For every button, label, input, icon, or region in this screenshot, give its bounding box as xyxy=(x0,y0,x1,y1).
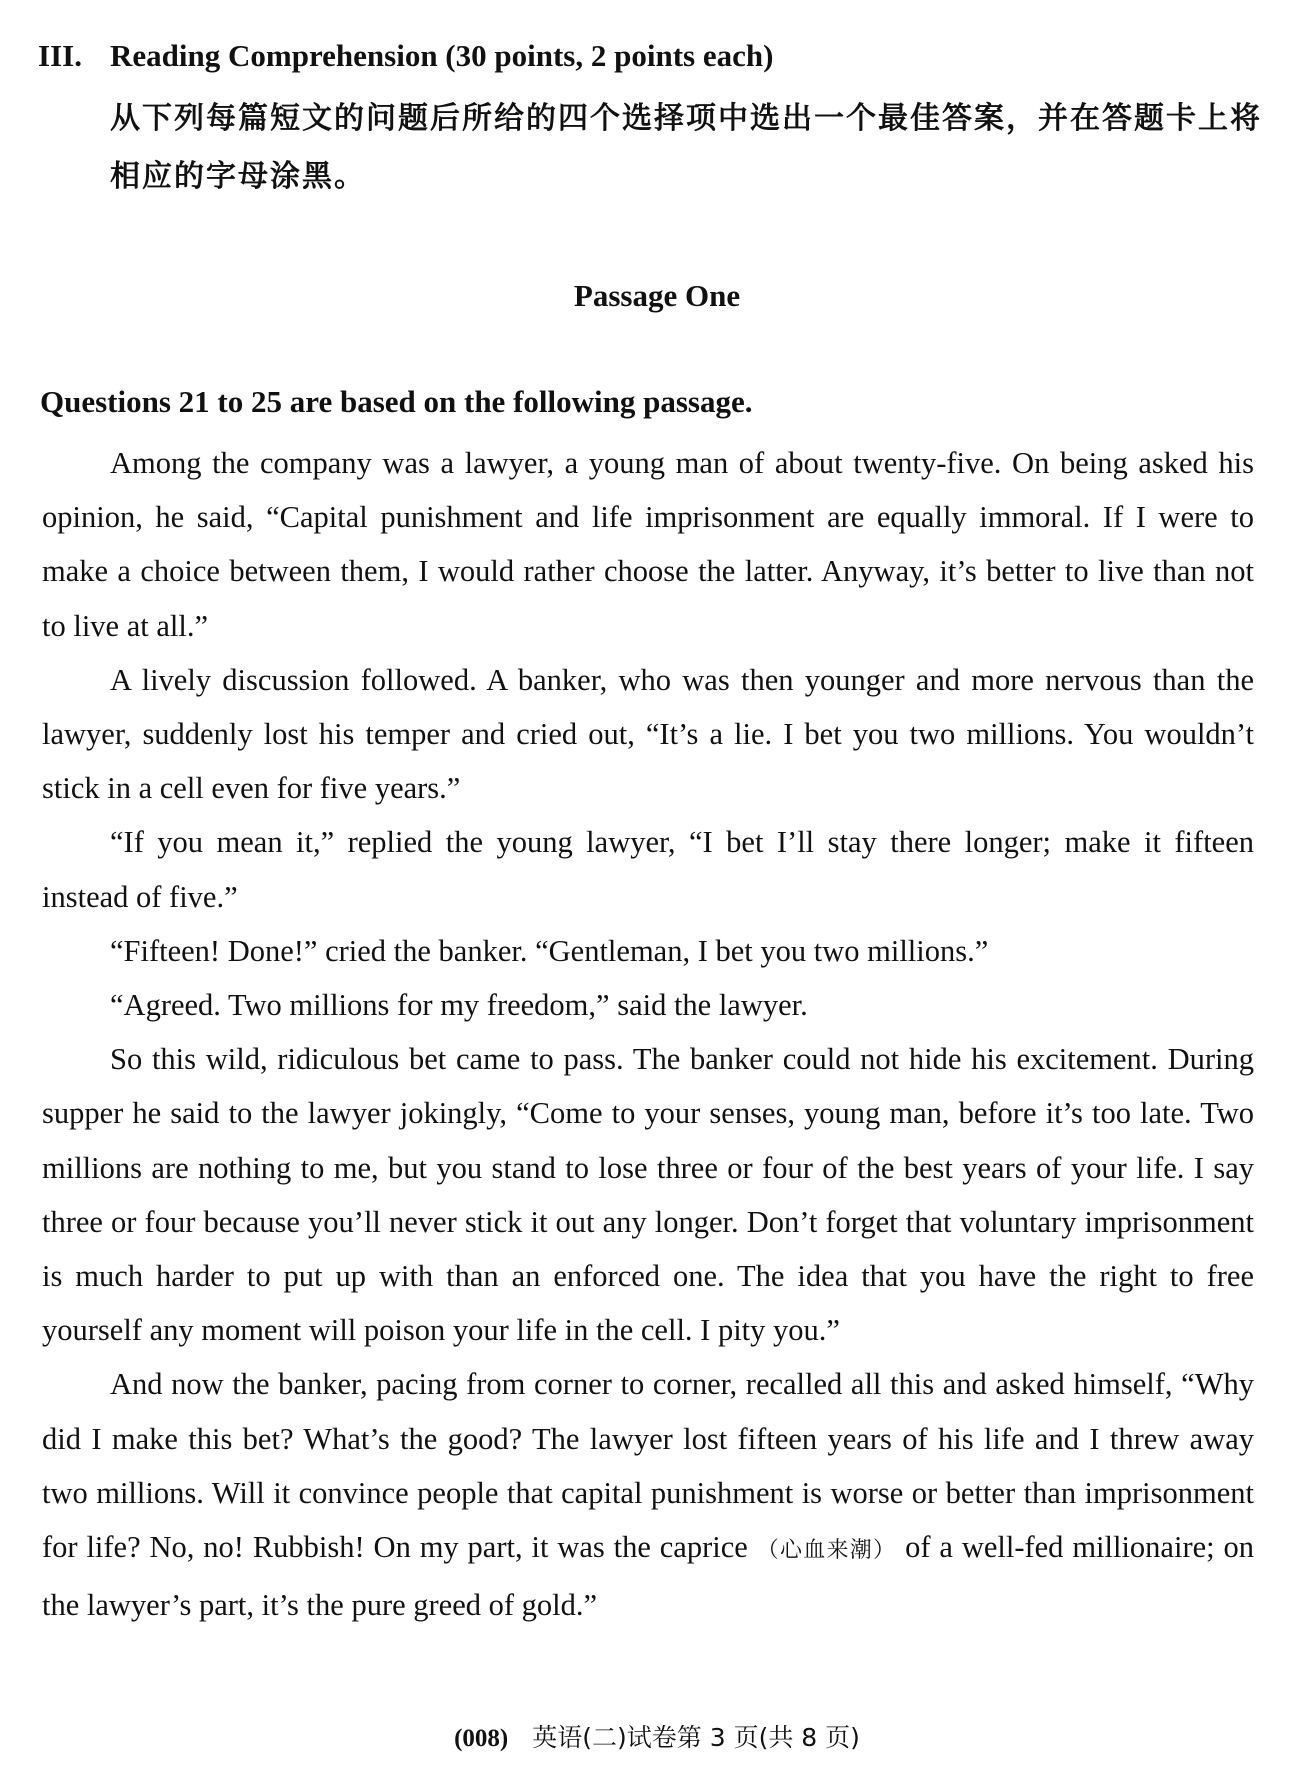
section-number: III. xyxy=(38,38,82,73)
section-title: Reading Comprehension (30 points, 2 points each) xyxy=(110,38,774,73)
paragraph-text: And now the banker, pacing from corner to corner, recalled all this and asked himself, “Why did I make this bet? What’s the good? The lawyer lost fifteen years of his life and I threw away two millions. Will it convince people that capital punishment is worse or better than imprisonment for life? No, no! Rubbish! On my part, it was the caprice xyxy=(42,1367,1254,1565)
section-heading xyxy=(38,38,773,74)
chinese-gloss: （心血来潮） xyxy=(756,1538,897,1564)
passage-body xyxy=(42,436,1254,1632)
passage-paragraph: “If you mean it,” replied the young lawyer, “I bet I’ll stay there longer; make it fifteen instead of five.” xyxy=(42,825,1254,914)
passage-paragraph: “Agreed. Two millions for my freedom,” said the lawyer. xyxy=(110,988,808,1023)
exam-code: (008) xyxy=(454,1725,509,1752)
passage-paragraph: Among the company was a lawyer, a young man of about twenty-five. On being asked his opinion, he said, “Capital punishment and life imprisonment are equally immoral. If I were to make a choice between them, I would rather choose the latter. Anyway, it’s better to live than not to live at all.” xyxy=(42,446,1254,643)
passage-paragraph: So this wild, ridiculous bet came to pass. The banker could not hide his excitement. During supper he said to the lawyer jokingly, “Come to your senses, young man, before it’s too late. Two millions are nothing to me, but you stand to lose three or four of the best years of your life. I say three or four because you’ll never stick it out any longer. Don’t forget that voluntary imprisonment is much harder to put up with than an enforced one. The idea that you have the right to free yourself any moment will poison your life in the cell. I pity you.” xyxy=(42,1042,1254,1348)
passage-paragraph: “Fifteen! Done!” cried the banker. “Gentleman, I bet you two millions.” xyxy=(110,933,989,968)
passage-title: Passage One xyxy=(573,278,741,313)
passage-paragraph: A lively discussion followed. A banker, who was then younger and more nervous than the lawyer, suddenly lost his temper and cried out, “It’s a lie. I bet you two millions. You wouldn’t stick in a cell even for five years.” xyxy=(42,662,1254,806)
page-number-text: 英语(二)试卷第 3 页(共 8 页) xyxy=(532,1723,860,1752)
paragraph-text: of a well-fed millionaire; on the lawyer’s part, it’s the pure greed of gold.” xyxy=(42,1530,1254,1623)
questions-intro: Questions 21 to 25 are based on the following passage. xyxy=(40,384,753,419)
section-instructions: 从下列每篇短文的问题后所给的四个选择项中选出一个最佳答案，并在答题卡上将相应的字母涂黑。 xyxy=(110,101,1262,194)
page-footer xyxy=(0,1718,1314,1754)
passage-paragraph-last xyxy=(42,1357,1254,1632)
